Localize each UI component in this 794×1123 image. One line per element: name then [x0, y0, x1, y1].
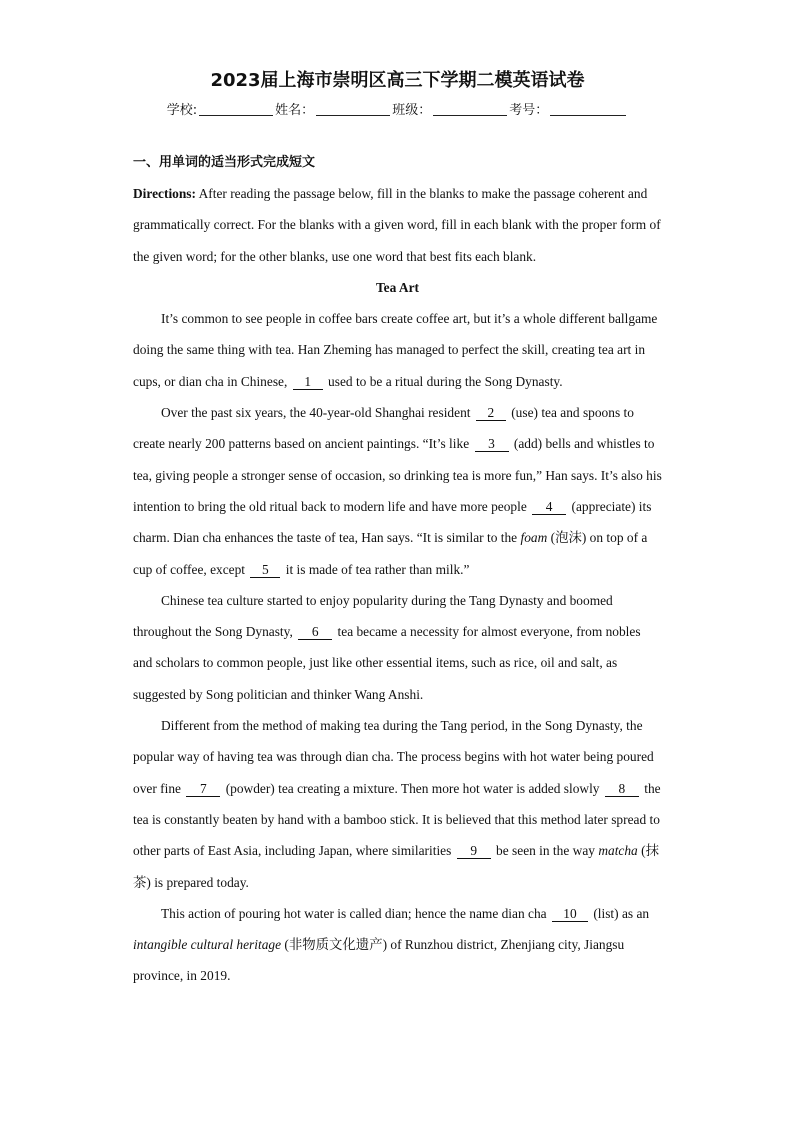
paragraph-5 [133, 898, 662, 992]
name-label: 姓名： [275, 103, 315, 118]
school-label: 学校: [166, 103, 198, 118]
paragraph-4 [133, 710, 662, 898]
paragraph-3 [133, 585, 662, 710]
intangible-heritage-phrase: intangible cultural heritage [133, 937, 282, 953]
blank-2: 2 [476, 405, 506, 421]
blank-10: 10 [552, 906, 588, 922]
directions-label: Directions: [133, 186, 196, 201]
p5-text-c: (非物质文化遗产) of Runzhou district, Zhenjiang city, Jiangsu province, in 2019. [133, 937, 625, 984]
paragraph-1 [133, 303, 662, 397]
section-heading: 一、用单词的适当形式完成短文 [133, 155, 316, 170]
p2-text-b: (use) tea and spoons to create nearly 200 patterns based on ancient paintings. “It’s like [133, 405, 634, 452]
exam-number-label: 考号： [509, 103, 549, 118]
p4-text-c: the tea is constantly beaten by hand with a bamboo stick. It is believed that this method later spread to other parts of East Asia, including Japan, where similarities [133, 780, 661, 859]
blank-1: 1 [293, 374, 323, 390]
p5-text-b: (list) as an [593, 905, 650, 921]
blank-3: 3 [475, 436, 509, 452]
class-label: 班级： [392, 103, 432, 118]
blank-5: 5 [250, 562, 280, 578]
class-blank [433, 102, 507, 116]
p3-text-a: Chinese tea culture started to enjoy popularity during the Tang Dynasty and boomed throughout the Song Dynasty, [133, 592, 613, 640]
p2-text-f: it is made of tea rather than milk.” [285, 561, 470, 577]
directions [133, 178, 662, 272]
name-blank [316, 102, 390, 116]
p4-text-b: (powder) tea creating a mixture. Then more hot water is added slowly [225, 780, 600, 796]
p5-text-a: This action of pouring hot water is called dian; hence the name dian cha [161, 905, 547, 921]
p4-text-d: be seen in the way [496, 843, 595, 859]
matcha-word: matcha [598, 843, 638, 859]
p2-text-a: Over the past six years, the 40-year-old Shanghai resident [161, 405, 471, 421]
p2-text-e: (泡沫) on top of a cup of coffee, except [133, 530, 648, 577]
p4-text-e: (抹茶) is prepared today. [133, 843, 659, 890]
blank-4: 4 [532, 499, 566, 515]
paragraph-2 [133, 397, 662, 585]
foam-word: foam [520, 530, 548, 546]
blank-9: 9 [457, 843, 491, 859]
p4-text-a: Different from the method of making tea during the Tang period, in the Song Dynasty, the popular way of having tea was through dian cha. The process begins with hot water being poured over fine [133, 718, 654, 796]
p2-text-c: (add) bells and whistles to tea, giving people a stronger sense of occasion, so drinking tea is more fun,” Han says. It’s also his intention to bring the old ritual back to modern life and have more people [133, 436, 662, 514]
school-blank [199, 102, 273, 116]
directions-text: After reading the passage below, fill in the blanks to make the passage coherent and grammatically correct. For the blanks with a given word, fill in each blank with the proper form of the given word; for the other blanks, use one word that best fits each blank. [133, 186, 661, 264]
student-info-line [133, 102, 662, 120]
exam-number-blank [550, 102, 626, 116]
passage-title: Tea Art [375, 279, 420, 295]
p1-text-b: used to be a ritual during the Song Dynasty. [328, 373, 563, 389]
p3-text-b: tea became a necessity for almost everyone, from nobles and scholars to common people, just like other essential items, such as rice, oil and salt, as suggested by Song politician and thinker Wang Anshi. [133, 624, 641, 702]
page-title: 2023届上海市崇明区高三下学期二模英语试卷 [210, 70, 585, 91]
blank-6: 6 [298, 624, 332, 640]
p2-text-d: (appreciate) its charm. Dian cha enhances the taste of tea, Han says. “It is similar to the [133, 498, 652, 546]
p1-text-a: It’s common to see people in coffee bars create coffee art, but it’s a whole different ballgame doing the same thing with tea. Han Zheming has managed to perfect the skill, creating tea art in cups, or dian cha in Chinese, [133, 311, 658, 389]
blank-7: 7 [186, 781, 220, 797]
blank-8: 8 [605, 781, 639, 797]
